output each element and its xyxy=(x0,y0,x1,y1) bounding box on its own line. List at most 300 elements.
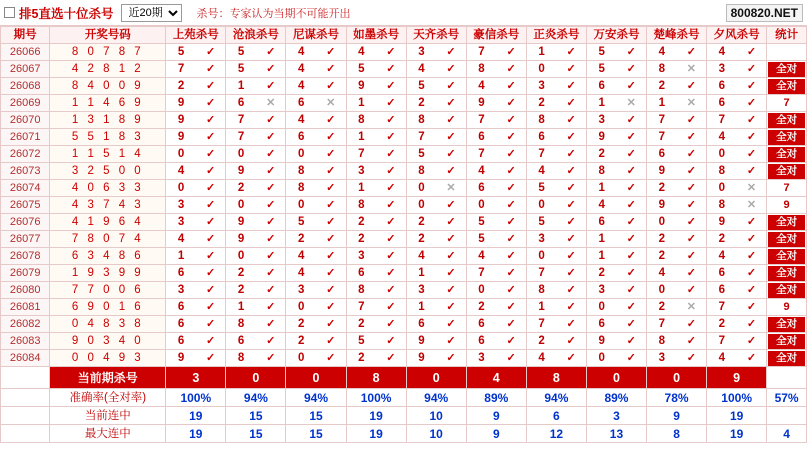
check-icon: ✓ xyxy=(566,250,576,262)
draw-number: 1 3 1 8 9 xyxy=(50,112,166,129)
check-icon: ✓ xyxy=(326,318,336,330)
current-kill-number-9: 9 xyxy=(707,367,767,389)
table-body xyxy=(1,44,807,443)
check-icon: ✓ xyxy=(626,114,636,126)
kill-digit: 3 xyxy=(538,80,545,92)
kill-digit: 7 xyxy=(478,46,485,58)
kill-digit: 5 xyxy=(538,182,545,194)
issue-number[interactable]: 26067 xyxy=(1,61,50,78)
check-icon: ✓ xyxy=(205,335,216,347)
kill-number-cell-7 xyxy=(586,265,646,282)
current-issue-row xyxy=(1,367,807,389)
footer-value-1: 15 xyxy=(226,425,286,443)
check-icon: ✓ xyxy=(326,250,336,262)
all-correct-badge: 全对 xyxy=(768,351,805,366)
kill-number-cell-6 xyxy=(526,78,586,95)
kill-number-cell-9 xyxy=(707,265,767,282)
kill-digit: 8 xyxy=(658,335,665,347)
check-icon: ✓ xyxy=(446,46,456,58)
footer-value-7: 13 xyxy=(586,425,646,443)
issue-number[interactable]: 26081 xyxy=(1,299,50,316)
check-icon: ✓ xyxy=(506,182,516,194)
issue-number[interactable]: 26079 xyxy=(1,265,50,282)
kill-digit: 5 xyxy=(598,46,605,58)
column-header-12[interactable]: 统计 xyxy=(767,27,807,44)
check-icon: ✓ xyxy=(386,114,396,126)
check-icon: ✓ xyxy=(566,131,576,143)
draw-number: 5 5 1 8 3 xyxy=(50,129,166,146)
check-icon: ✓ xyxy=(266,63,276,75)
kill-number-cell-1 xyxy=(226,299,286,316)
check-icon: ✓ xyxy=(266,250,276,262)
check-icon: ✓ xyxy=(266,199,276,211)
column-header-7[interactable]: 豪信杀号 xyxy=(466,27,526,44)
footer-value-4: 10 xyxy=(406,425,466,443)
kill-number-cell-2 xyxy=(286,78,346,95)
kill-number-cell-7 xyxy=(586,180,646,197)
kill-number-cell-0 xyxy=(166,129,226,146)
kill-digit: 9 xyxy=(418,352,425,364)
footer-value-8: 8 xyxy=(647,425,707,443)
kill-digit: 4 xyxy=(538,165,545,177)
kill-digit: 2 xyxy=(418,233,425,245)
column-header-8[interactable]: 正炎杀号 xyxy=(526,27,586,44)
kill-digit: 5 xyxy=(298,216,305,228)
footer-value-6: 94% xyxy=(526,389,586,407)
check-icon: ✓ xyxy=(566,284,576,296)
check-icon: ✓ xyxy=(205,233,216,245)
check-icon: ✓ xyxy=(686,80,696,92)
kill-digit: 3 xyxy=(478,352,485,364)
check-icon: ✓ xyxy=(506,301,516,313)
kill-number-cell-4 xyxy=(406,129,466,146)
check-icon: ✓ xyxy=(566,335,576,347)
kill-number-cell-0 xyxy=(166,44,226,61)
kill-number-cell-6 xyxy=(526,299,586,316)
kill-number-cell-8 xyxy=(647,316,707,333)
kill-digit: 8 xyxy=(358,284,365,296)
check-icon: ✓ xyxy=(746,63,757,75)
kill-number-cell-1 xyxy=(226,282,286,299)
check-icon: ✓ xyxy=(205,63,216,75)
cross-icon: ✕ xyxy=(446,182,456,194)
check-icon: ✓ xyxy=(746,131,757,143)
check-icon: ✓ xyxy=(386,199,396,211)
check-icon: ✓ xyxy=(326,301,336,313)
check-icon: ✓ xyxy=(746,97,757,109)
kill-digit: 0 xyxy=(718,182,726,194)
footer-value-2: 15 xyxy=(286,425,346,443)
column-header-2[interactable]: 上苑杀号 xyxy=(166,27,226,44)
check-icon: ✓ xyxy=(746,80,757,92)
kill-number-cell-3 xyxy=(346,180,406,197)
footer-value-5: 89% xyxy=(466,389,526,407)
kill-number-cell-8 xyxy=(647,163,707,180)
check-icon: ✓ xyxy=(626,267,636,279)
footer-row-0 xyxy=(1,389,807,407)
kill-digit: 3 xyxy=(658,352,665,364)
kill-number-cell-2 xyxy=(286,316,346,333)
kill-number-cell-3 xyxy=(346,95,406,112)
row-stat xyxy=(767,265,807,282)
kill-digit: 4 xyxy=(177,233,185,245)
issue-number[interactable]: 26072 xyxy=(1,146,50,163)
kill-digit: 0 xyxy=(598,301,605,313)
kill-digit: 4 xyxy=(538,352,545,364)
column-header-10[interactable]: 楚峰杀号 xyxy=(647,27,707,44)
kill-number-cell-1 xyxy=(226,112,286,129)
column-header-4[interactable]: 尼谋杀号 xyxy=(286,27,346,44)
check-icon: ✓ xyxy=(506,216,516,228)
kill-digit: 0 xyxy=(598,352,605,364)
kill-digit: 7 xyxy=(358,301,365,313)
issue-number[interactable]: 26075 xyxy=(1,197,50,214)
row-stat xyxy=(767,44,807,61)
footer-value-7: 3 xyxy=(586,407,646,425)
check-icon: ✓ xyxy=(386,216,396,228)
kill-digit: 5 xyxy=(237,46,245,58)
issue-number[interactable]: 26074 xyxy=(1,180,50,197)
bottom-strip xyxy=(0,443,807,452)
kill-number-cell-7 xyxy=(586,316,646,333)
kill-digit: 4 xyxy=(418,250,425,262)
kill-digit: 9 xyxy=(177,352,185,364)
issue-number[interactable]: 26071 xyxy=(1,129,50,146)
kill-number-cell-2 xyxy=(286,350,346,367)
kill-digit: 5 xyxy=(237,63,245,75)
kill-number-cell-8 xyxy=(647,61,707,78)
kill-digit: 2 xyxy=(418,97,425,109)
check-icon: ✓ xyxy=(686,250,696,262)
select-all-checkbox[interactable] xyxy=(4,7,15,18)
issue-number[interactable]: 26069 xyxy=(1,95,50,112)
check-icon: ✓ xyxy=(386,335,396,347)
check-icon: ✓ xyxy=(386,267,396,279)
kill-number-cell-9 xyxy=(707,333,767,350)
issue-number[interactable]: 26084 xyxy=(1,350,50,367)
table-row xyxy=(1,61,807,78)
kill-digit: 9 xyxy=(237,233,245,245)
kill-number-cell-2 xyxy=(286,95,346,112)
issue-number[interactable]: 26083 xyxy=(1,333,50,350)
period-select[interactable] xyxy=(121,4,182,22)
footer-value-9: 19 xyxy=(707,407,767,425)
cross-icon: ✕ xyxy=(266,97,276,109)
kill-digit: 4 xyxy=(478,250,485,262)
kill-number-cell-9 xyxy=(707,248,767,265)
kill-number-cell-3 xyxy=(346,44,406,61)
kill-number-cell-9 xyxy=(707,214,767,231)
check-icon: ✓ xyxy=(326,148,336,160)
column-header-11[interactable]: 夕风杀号 xyxy=(707,27,767,44)
column-header-9[interactable]: 万安杀号 xyxy=(586,27,646,44)
table-row xyxy=(1,248,807,265)
kill-number-cell-6 xyxy=(526,248,586,265)
kill-number-cell-9 xyxy=(707,112,767,129)
kill-number-cell-3 xyxy=(346,248,406,265)
check-icon: ✓ xyxy=(626,250,636,262)
kill-number-cell-3 xyxy=(346,316,406,333)
current-kill-number-0: 3 xyxy=(166,367,226,389)
kill-number-cell-2 xyxy=(286,146,346,163)
kill-digit: 4 xyxy=(298,114,305,126)
check-icon: ✓ xyxy=(446,114,456,126)
kill-number-cell-3 xyxy=(346,112,406,129)
footer-value-6: 12 xyxy=(526,425,586,443)
kill-digit: 2 xyxy=(298,335,305,347)
check-icon: ✓ xyxy=(506,114,516,126)
kill-number-cell-0 xyxy=(166,333,226,350)
check-icon: ✓ xyxy=(686,284,696,296)
check-icon: ✓ xyxy=(446,335,456,347)
kill-number-cell-1 xyxy=(226,44,286,61)
kill-number-cell-7 xyxy=(586,112,646,129)
kill-number-cell-5 xyxy=(466,163,526,180)
kill-digit: 2 xyxy=(237,267,245,279)
kill-number-cell-0 xyxy=(166,61,226,78)
kill-digit: 3 xyxy=(177,284,185,296)
kill-number-cell-3 xyxy=(346,197,406,214)
kill-digit: 1 xyxy=(538,46,545,58)
issue-number[interactable]: 26073 xyxy=(1,163,50,180)
kill-number-cell-8 xyxy=(647,129,707,146)
check-icon: ✓ xyxy=(266,233,276,245)
kill-digit: 7 xyxy=(358,148,365,160)
check-icon: ✓ xyxy=(205,80,216,92)
kill-digit: 1 xyxy=(598,250,605,262)
kill-digit: 9 xyxy=(237,165,245,177)
kill-number-cell-2 xyxy=(286,61,346,78)
draw-number: 7 7 0 0 6 xyxy=(50,282,166,299)
check-icon: ✓ xyxy=(746,352,757,364)
cross-icon: ✕ xyxy=(746,182,757,194)
kill-digit: 8 xyxy=(478,63,485,75)
column-header-0[interactable]: 期号 xyxy=(1,27,50,44)
kill-digit: 6 xyxy=(598,80,605,92)
check-icon: ✓ xyxy=(386,233,396,245)
kill-number-cell-5 xyxy=(466,214,526,231)
kill-number-cell-3 xyxy=(346,129,406,146)
kill-digit: 0 xyxy=(538,199,545,211)
check-icon: ✓ xyxy=(746,250,757,262)
row-stat xyxy=(767,197,807,214)
check-icon: ✓ xyxy=(386,352,396,364)
kill-digit: 0 xyxy=(177,148,185,160)
kill-digit: 7 xyxy=(538,267,545,279)
check-icon: ✓ xyxy=(386,318,396,330)
check-icon: ✓ xyxy=(205,284,216,296)
kill-digit: 1 xyxy=(598,182,605,194)
issue-number[interactable]: 26076 xyxy=(1,214,50,231)
check-icon: ✓ xyxy=(566,267,576,279)
kill-digit: 0 xyxy=(237,148,245,160)
current-kill-number-3: 8 xyxy=(346,367,406,389)
check-icon: ✓ xyxy=(566,318,576,330)
check-icon: ✓ xyxy=(746,318,757,330)
check-icon: ✓ xyxy=(386,131,396,143)
check-icon: ✓ xyxy=(746,114,757,126)
kill-number-cell-9 xyxy=(707,231,767,248)
kill-number-cell-6 xyxy=(526,112,586,129)
kill-number-cell-3 xyxy=(346,265,406,282)
kill-number-cell-7 xyxy=(586,214,646,231)
current-kill-number-6: 8 xyxy=(526,367,586,389)
kill-number-cell-4 xyxy=(406,95,466,112)
footer-value-3: 100% xyxy=(346,389,406,407)
kill-number-cell-4 xyxy=(406,146,466,163)
check-icon: ✓ xyxy=(746,284,757,296)
draw-number: 7 8 0 7 4 xyxy=(50,231,166,248)
kill-number-cell-6 xyxy=(526,265,586,282)
kill-digit: 2 xyxy=(658,182,665,194)
kill-digit: 2 xyxy=(658,250,665,262)
row-stat xyxy=(767,282,807,299)
issue-number[interactable]: 26078 xyxy=(1,248,50,265)
kill-digit: 7 xyxy=(538,318,545,330)
check-icon: ✓ xyxy=(205,352,216,364)
kill-digit: 2 xyxy=(298,233,305,245)
kill-digit: 0 xyxy=(298,352,305,364)
kill-digit: 3 xyxy=(298,284,305,296)
kill-digit: 5 xyxy=(478,216,485,228)
check-icon: ✓ xyxy=(205,182,216,194)
row-stat xyxy=(767,180,807,197)
column-header-6[interactable]: 天齐杀号 xyxy=(406,27,466,44)
kill-number-cell-8 xyxy=(647,112,707,129)
check-icon: ✓ xyxy=(506,199,516,211)
kill-digit: 5 xyxy=(418,80,425,92)
kill-number-cell-2 xyxy=(286,112,346,129)
check-icon: ✓ xyxy=(386,165,396,177)
current-kill-number-1: 0 xyxy=(226,367,286,389)
kill-number-cell-6 xyxy=(526,180,586,197)
kill-number-cell-4 xyxy=(406,44,466,61)
check-icon: ✓ xyxy=(205,165,216,177)
kill-number-cell-1 xyxy=(226,163,286,180)
kill-number-cell-5 xyxy=(466,197,526,214)
issue-number[interactable]: 26068 xyxy=(1,78,50,95)
kill-digit: 1 xyxy=(358,182,365,194)
kill-digit: 4 xyxy=(718,46,726,58)
kill-number-cell-1 xyxy=(226,214,286,231)
check-icon: ✓ xyxy=(386,182,396,194)
check-icon: ✓ xyxy=(446,301,456,313)
cross-icon: ✕ xyxy=(326,97,336,109)
kill-number-cell-6 xyxy=(526,333,586,350)
check-icon: ✓ xyxy=(266,182,276,194)
kill-number-cell-1 xyxy=(226,333,286,350)
check-icon: ✓ xyxy=(686,267,696,279)
kill-number-cell-1 xyxy=(226,316,286,333)
check-icon: ✓ xyxy=(686,46,696,58)
kill-number-cell-1 xyxy=(226,95,286,112)
kill-digit: 1 xyxy=(237,301,245,313)
check-icon: ✓ xyxy=(626,63,636,75)
kill-number-cell-7 xyxy=(586,197,646,214)
check-icon: ✓ xyxy=(266,80,276,92)
kill-digit: 0 xyxy=(418,199,425,211)
kill-number-cell-7 xyxy=(586,61,646,78)
column-header-3[interactable]: 沧浪杀号 xyxy=(226,27,286,44)
kill-number-cell-5 xyxy=(466,316,526,333)
check-icon: ✓ xyxy=(446,97,456,109)
kill-digit: 4 xyxy=(298,267,305,279)
column-header-5[interactable]: 如墨杀号 xyxy=(346,27,406,44)
kill-number-cell-2 xyxy=(286,197,346,214)
check-icon: ✓ xyxy=(205,216,216,228)
kill-number-cell-9 xyxy=(707,282,767,299)
row-stat xyxy=(767,350,807,367)
issue-number[interactable]: 26066 xyxy=(1,44,50,61)
issue-number[interactable]: 26077 xyxy=(1,231,50,248)
kill-digit: 7 xyxy=(478,114,485,126)
kill-digit: 2 xyxy=(358,233,365,245)
kill-number-cell-0 xyxy=(166,95,226,112)
all-correct-badge: 全对 xyxy=(768,266,805,281)
kill-digit: 8 xyxy=(598,165,605,177)
check-icon: ✓ xyxy=(746,165,757,177)
table-row xyxy=(1,214,807,231)
column-header-1[interactable]: 开奖号码 xyxy=(50,27,166,44)
check-icon: ✓ xyxy=(506,165,516,177)
check-icon: ✓ xyxy=(686,318,696,330)
check-icon: ✓ xyxy=(686,216,696,228)
kill-number-cell-7 xyxy=(586,333,646,350)
check-icon: ✓ xyxy=(626,318,636,330)
kill-number-cell-0 xyxy=(166,316,226,333)
check-icon: ✓ xyxy=(686,182,696,194)
row-stat xyxy=(767,61,807,78)
check-icon: ✓ xyxy=(566,97,576,109)
check-icon: ✓ xyxy=(266,131,276,143)
check-icon: ✓ xyxy=(266,267,276,279)
kill-number-cell-5 xyxy=(466,265,526,282)
issue-number[interactable]: 26082 xyxy=(1,316,50,333)
check-icon: ✓ xyxy=(746,216,757,228)
issue-number[interactable]: 26080 xyxy=(1,282,50,299)
all-correct-badge: 全对 xyxy=(768,164,805,179)
footer-value-9: 19 xyxy=(707,425,767,443)
cross-icon: ✕ xyxy=(746,199,757,211)
check-icon: ✓ xyxy=(386,250,396,262)
current-kill-number-4: 0 xyxy=(406,367,466,389)
kill-number-cell-6 xyxy=(526,95,586,112)
check-icon: ✓ xyxy=(626,131,636,143)
kill-digit: 2 xyxy=(358,216,365,228)
kill-number-cell-5 xyxy=(466,146,526,163)
kill-number-cell-2 xyxy=(286,163,346,180)
table-row xyxy=(1,129,807,146)
kill-digit: 1 xyxy=(418,267,425,279)
check-icon: ✓ xyxy=(386,148,396,160)
check-icon: ✓ xyxy=(686,199,696,211)
kill-number-cell-5 xyxy=(466,95,526,112)
check-icon: ✓ xyxy=(326,80,336,92)
row-stat xyxy=(767,333,807,350)
check-icon: ✓ xyxy=(626,284,636,296)
kill-digit: 2 xyxy=(237,182,245,194)
check-icon: ✓ xyxy=(686,131,696,143)
kill-number-cell-5 xyxy=(466,44,526,61)
kill-number-cell-2 xyxy=(286,265,346,282)
kill-digit: 0 xyxy=(237,199,245,211)
issue-number[interactable]: 26070 xyxy=(1,112,50,129)
kill-number-cell-3 xyxy=(346,231,406,248)
kill-number-cell-2 xyxy=(286,333,346,350)
check-icon: ✓ xyxy=(266,165,276,177)
check-icon: ✓ xyxy=(446,318,456,330)
check-icon: ✓ xyxy=(386,97,396,109)
